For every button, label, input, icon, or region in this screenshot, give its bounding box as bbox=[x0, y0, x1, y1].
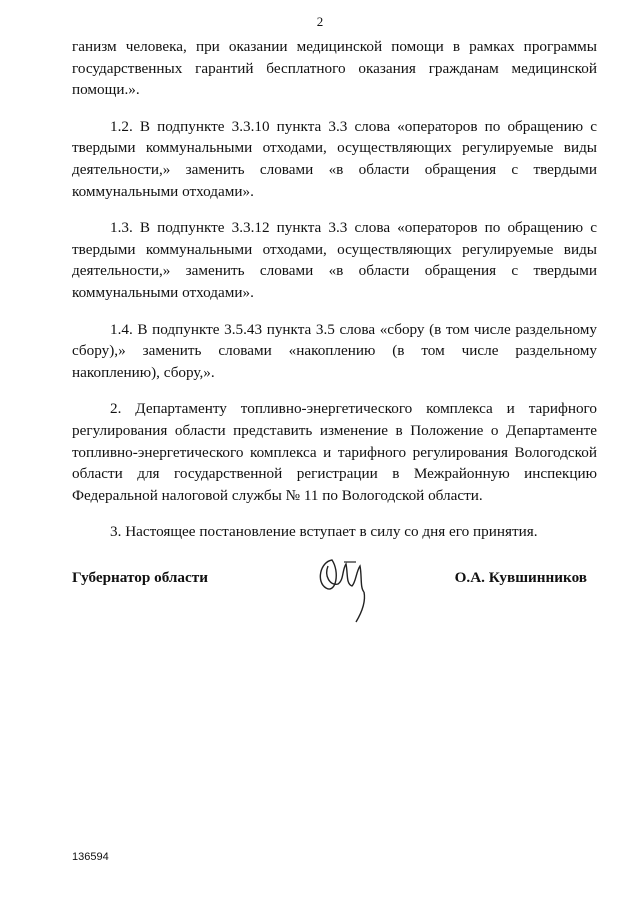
document-id: 136594 bbox=[72, 851, 109, 863]
paragraph-continuation: ганизм человека, при оказании медицинской помощи в рамках программы государственных гарантий бесплатного оказания гражданам медицинской помощи.». bbox=[72, 38, 597, 99]
signature-block bbox=[72, 560, 597, 630]
paragraph-1-3: 1.3. В подпункте 3.3.12 пункта 3.3 слова «операторов по обращению с твердыми коммунальными отходами, осуществляющих регулируемые виды деятельности,» заменить словами «в области обращения с твердыми коммунальными отходами». bbox=[72, 219, 597, 301]
paragraph-3: 3. Настоящее постановление вступает в силу со дня его принятия. bbox=[110, 523, 538, 541]
paragraph-2: 2. Департаменту топливно-энергетического комплекса и тарифного регулирования области представить изменение в Положение о Департаменте топливно-энергетического комплекса и тарифного регулирования Вологодской области для государственной регистрации в Межрайонную инспекцию Федеральной налоговой службы № 11 по Вологодской области. bbox=[72, 400, 597, 504]
signer-title: Губернатор области bbox=[72, 569, 208, 586]
paragraph-1-4: 1.4. В подпункте 3.5.43 пункта 3.5 слова «сбору (в том числе раздельному сбору),» заменить словами «накоплению (в том числе раздельному накоплению), сбору,». bbox=[72, 320, 597, 381]
handwritten-signature bbox=[310, 552, 380, 624]
document-body bbox=[72, 36, 597, 558]
page-number: 2 bbox=[316, 14, 324, 29]
paragraph-1-2: 1.2. В подпункте 3.3.10 пункта 3.3 слова «операторов по обращению с твердыми коммунальными отходами, осуществляющих регулируемые виды деятельности,» заменить словами «в области обращения с твердыми коммунальными отходами». bbox=[72, 117, 597, 200]
signer-name: О.А. Кувшинников bbox=[454, 569, 587, 586]
